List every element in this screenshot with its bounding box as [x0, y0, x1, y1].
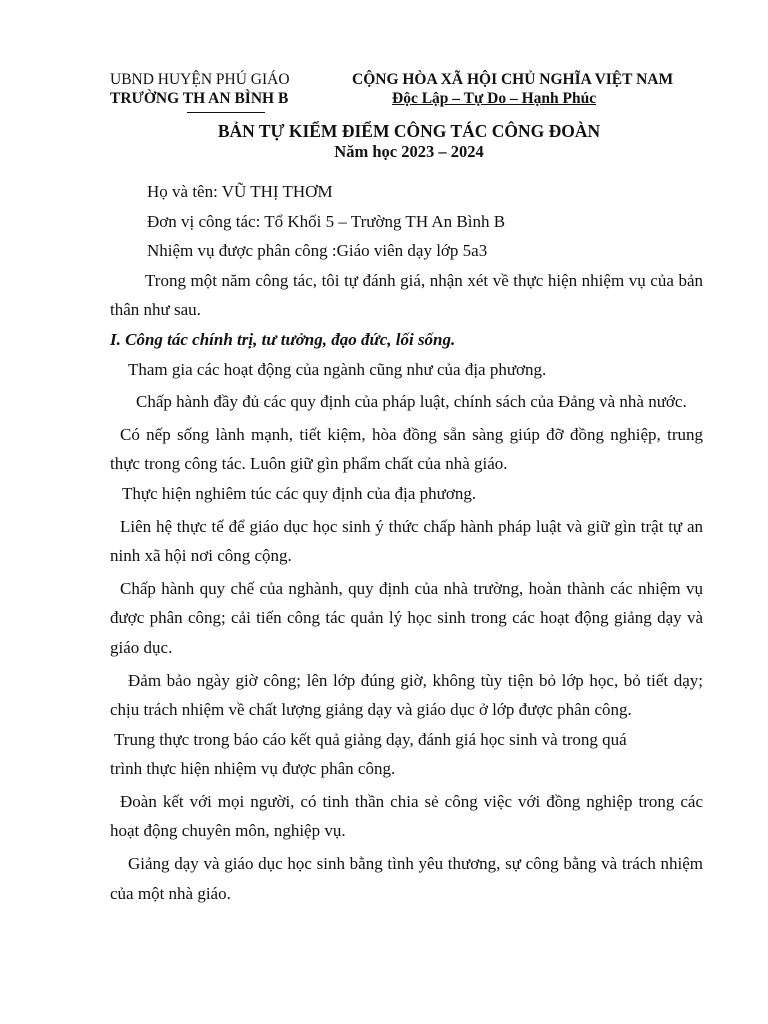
paragraph: Liên hệ thực tế để giáo dục học sinh ý thức chấp hành pháp luật và giữ gìn trật tự an ninh xã hội nơi công cộng. — [110, 516, 703, 566]
school-name: TRƯỜNG TH AN BÌNH B — [110, 90, 289, 107]
document-title-block — [0, 120, 768, 162]
paragraph: trình thực hiện nhiệm vụ được phân công. — [110, 759, 396, 779]
issuing-body-block — [110, 70, 310, 108]
paragraph: Đảm bảo ngày giờ công; lên lớp đúng giờ, không tùy tiện bỏ lớp học, bỏ tiết dạy; chịu trách nhiệm về chất lượng giảng dạy và giáo dục ở lớp được phân công. — [110, 670, 703, 720]
header-divider — [187, 112, 265, 113]
info-duty: Nhiệm vụ được phân công :Giáo viên dạy lớp 5a3 — [147, 241, 488, 261]
info-unit: Đơn vị công tác: Tổ Khối 5 – Trường TH An Bình B — [147, 211, 506, 231]
section-heading: I. Công tác chính trị, tư tưởng, đạo đức, lối sống. — [110, 329, 456, 349]
paragraph: Chấp hành quy chế của nghành, quy định của nhà trường, hoàn thành các nhiệm vụ được phân công; cải tiến công tác quản lý học sinh trong các hoạt động giảng dạy và giáo dục. — [110, 578, 703, 657]
paragraph: Đoàn kết với mọi người, có tinh thần chia sẻ công việc với đồng nghiệp trong các hoạt động chuyên môn, nghiệp vụ. — [110, 791, 703, 841]
paragraph: Thực hiện nghiêm túc các quy định của địa phương. — [122, 483, 477, 503]
info-name: Họ và tên: VŨ THỊ THƠM — [147, 182, 333, 201]
motto-text: Độc Lập – Tự Do – Hạnh Phúc — [392, 90, 597, 107]
paragraph: Trung thực trong báo cáo kết quả giảng dạy, đánh giá học sinh và trong quá — [114, 729, 627, 749]
school-year: Năm học 2023 – 2024 — [334, 142, 484, 161]
document-body — [110, 177, 703, 908]
authority-name: UBND HUYỆN PHÚ GIÁO — [110, 71, 290, 88]
nation-name: CỘNG HÒA XÃ HỘI CHỦ NGHĨA VIỆT NAM — [352, 71, 674, 88]
intro-paragraph: Trong một năm công tác, tôi tự đánh giá, nhận xét về thực hiện nhiệm vụ của bản thân như sau. — [110, 270, 703, 320]
national-header-block — [352, 70, 682, 108]
paragraph: Chấp hành đầy đủ các quy định của pháp luật, chính sách của Đảng và nhà nước. — [136, 392, 687, 412]
paragraph: Có nếp sống lành mạnh, tiết kiệm, hòa đồng sẵn sàng giúp đỡ đồng nghiệp, trung thực trong công tác. Luôn giữ gìn phẩm chất của nhà giáo. — [110, 424, 703, 474]
document-title: BẢN TỰ KIỂM ĐIỂM CÔNG TÁC CÔNG ĐOÀN — [217, 121, 601, 141]
national-motto — [352, 89, 682, 108]
paragraph: Tham gia các hoạt động của ngành cũng như của địa phương. — [128, 359, 547, 379]
paragraph: Giảng dạy và giáo dục học sinh bằng tình yêu thương, sự công bằng và trách nhiệm của một nhà giáo. — [110, 854, 703, 903]
